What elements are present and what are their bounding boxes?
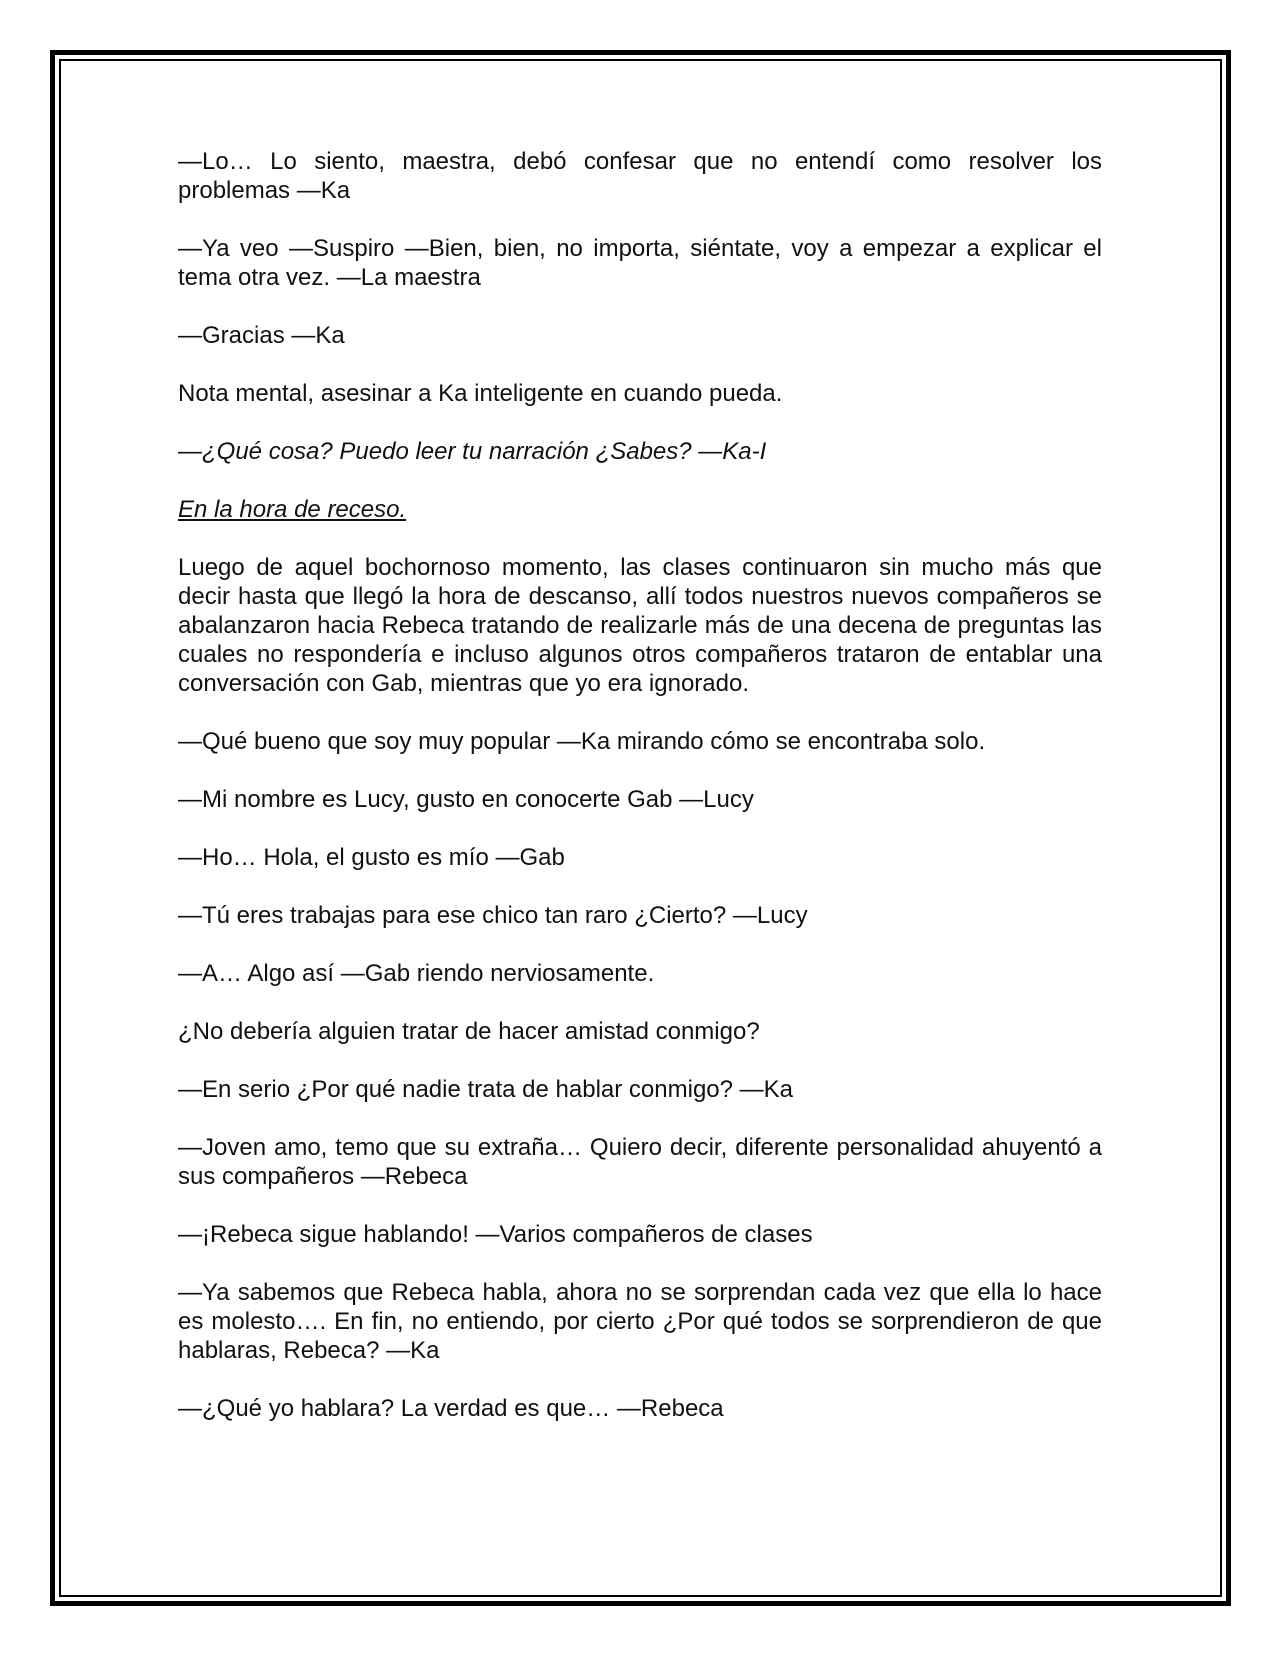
narration-paragraph: Nota mental, asesinar a Ka inteligente en cuando pueda.: [178, 380, 783, 407]
dialogue-paragraph: —En serio ¿Por qué nadie trata de hablar conmigo? —Ka: [178, 1076, 794, 1103]
dialogue-paragraph: —Joven amo, temo que su extraña… Quiero decir, diferente personalidad ahuyentó a sus compañeros —Rebeca: [178, 1134, 1102, 1190]
narration-paragraph: Luego de aquel bochornoso momento, las clases continuaron sin mucho más que decir hasta que llegó la hora de descanso, allí todos nuestros nuevos compañeros se abalanzaron hacia Rebeca tratando de realizarle más de una decena de preguntas las cuales no respondería e incluso algunos otros compañeros trataron de entablar una conversación con Gab, mientras que yo era ignorado.: [178, 554, 1102, 697]
dialogue-paragraph: —¡Rebeca sigue hablando! —Varios compañeros de clases: [178, 1221, 813, 1248]
dialogue-paragraph: —¿Qué yo hablara? La verdad es que… —Rebeca: [178, 1395, 724, 1422]
dialogue-paragraph: —A… Algo así —Gab riendo nerviosamente.: [178, 960, 655, 987]
dialogue-paragraph: —Ho… Hola, el gusto es mío —Gab: [178, 844, 565, 871]
dialogue-paragraph: —Gracias —Ka: [178, 322, 345, 349]
dialogue-paragraph: —Lo… Lo siento, maestra, debó confesar que no entendí como resolver los problemas —Ka: [178, 148, 1102, 204]
dialogue-paragraph-italic: —¿Qué cosa? Puedo leer tu narración ¿Sabes? —Ka-I: [178, 438, 767, 465]
dialogue-paragraph: —Ya sabemos que Rebeca habla, ahora no se sorprendan cada vez que ella lo hace es molesto…. En fin, no entiendo, por cierto ¿Por qué todos se sorprendieron de que hablaras, Rebeca? —Ka: [178, 1279, 1102, 1364]
page-body: [178, 147, 1102, 1452]
dialogue-paragraph: —Tú eres trabajas para ese chico tan raro ¿Cierto? —Lucy: [178, 902, 808, 929]
dialogue-paragraph: —Qué bueno que soy muy popular —Ka mirando cómo se encontraba solo.: [178, 728, 986, 755]
dialogue-paragraph: —Mi nombre es Lucy, gusto en conocerte Gab —Lucy: [178, 786, 754, 813]
scene-heading: En la hora de receso.: [178, 496, 407, 523]
narration-paragraph: ¿No debería alguien tratar de hacer amistad conmigo?: [178, 1018, 760, 1045]
dialogue-paragraph: —Ya veo —Suspiro —Bien, bien, no importa, siéntate, voy a empezar a explicar el tema otra vez. —La maestra: [178, 235, 1102, 291]
